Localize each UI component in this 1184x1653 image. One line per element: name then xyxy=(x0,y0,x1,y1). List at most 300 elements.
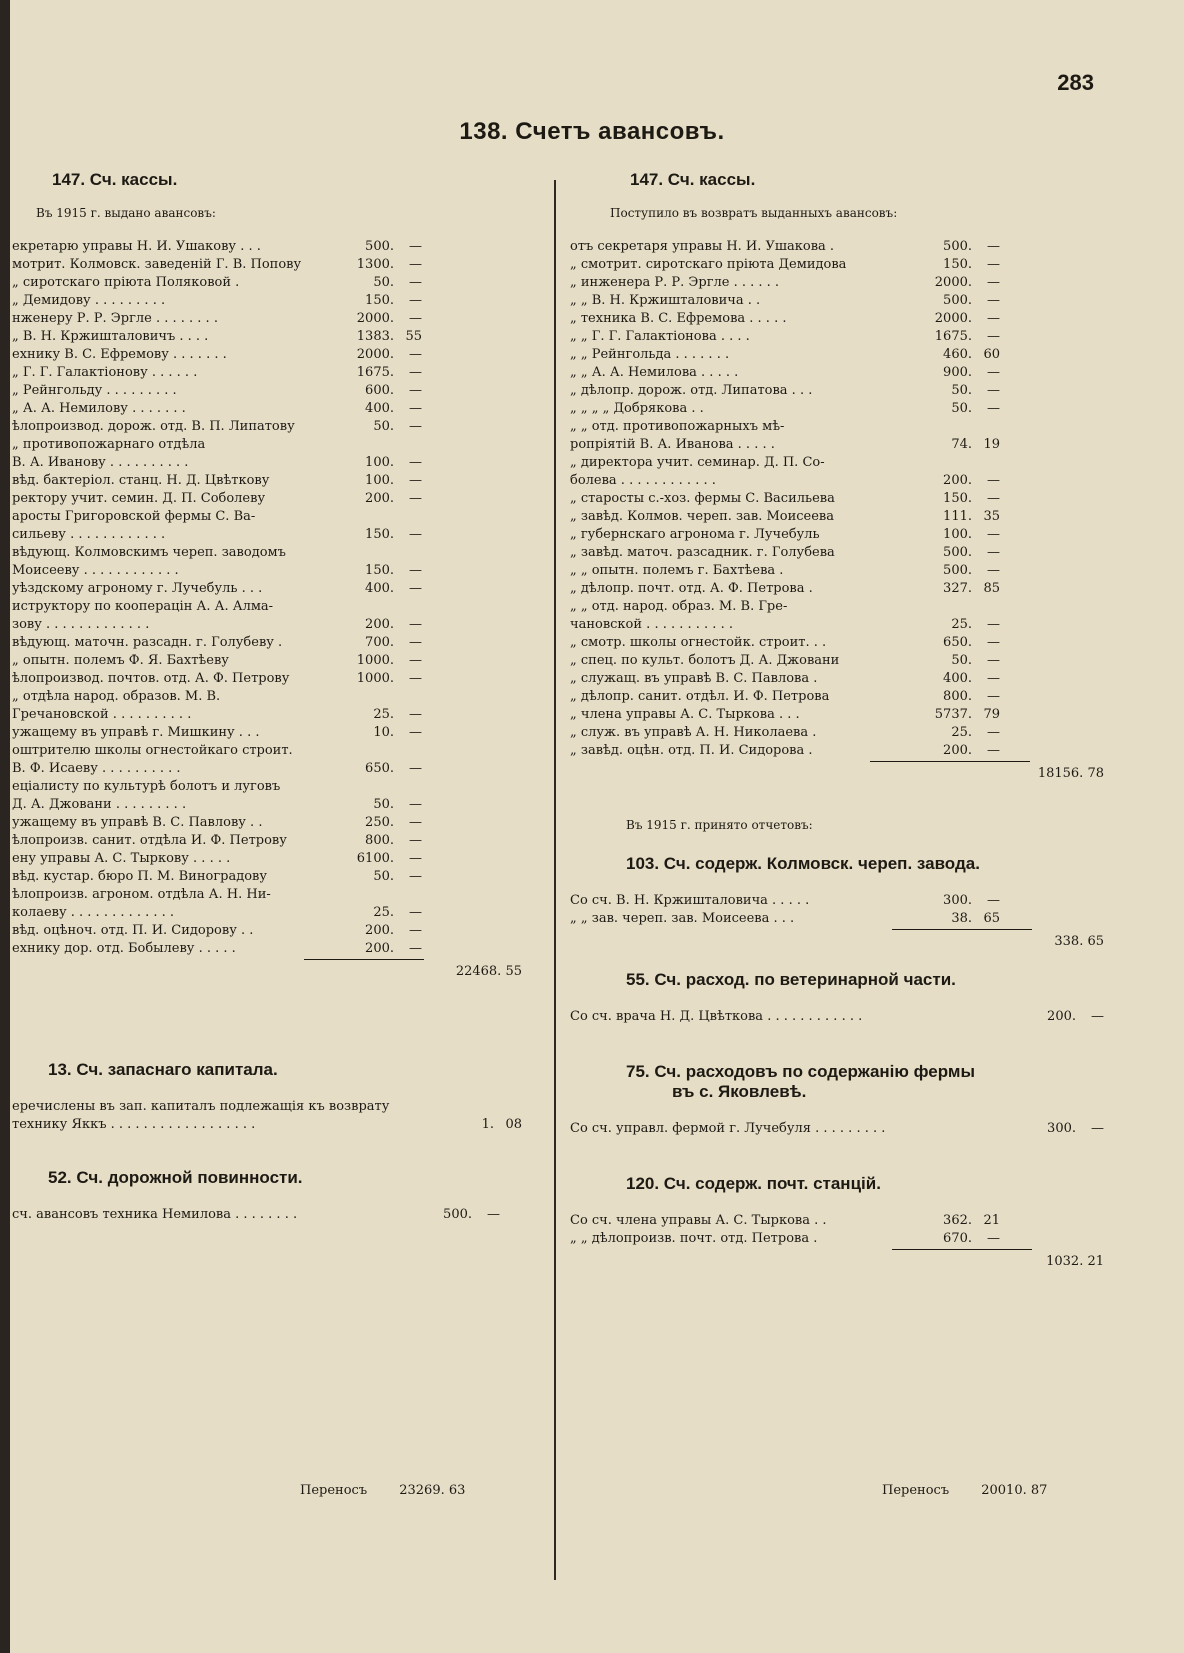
ledger-amount: 600. xyxy=(365,383,394,398)
ledger-fraction: — xyxy=(409,635,422,650)
ledger-fraction: — xyxy=(987,1231,1000,1246)
ledger-row xyxy=(570,452,1000,470)
ledger-amount: 1000. xyxy=(356,653,394,668)
ledger-row xyxy=(570,1118,1104,1136)
ledger-fraction: — xyxy=(987,365,1000,380)
ledger-label: „ „ Г. Г. Галактіонова . . . . xyxy=(570,329,750,344)
ledger-amount: 500. xyxy=(443,1207,472,1222)
ledger-fraction: — xyxy=(987,275,1000,290)
ledger-amount: 100. xyxy=(943,527,972,542)
ledger-row xyxy=(12,650,422,668)
ledger-label: иструктору по кооперацін А. А. Алма- xyxy=(12,599,274,614)
ledger-fraction: — xyxy=(409,905,422,920)
ledger-label: чановской . . . . . . . . . . . xyxy=(570,617,733,632)
ledger-amount: 400. xyxy=(943,671,972,686)
ledger-row xyxy=(570,326,1000,344)
ledger-label: „ Г. Г. Галактіонову . . . . . . xyxy=(12,365,198,380)
ledger-amount: 150. xyxy=(365,293,394,308)
ledger-amount: 200. xyxy=(943,743,972,758)
page-title: 138. Счетъ авансовъ. xyxy=(459,118,725,145)
ledger-fraction: — xyxy=(409,257,422,272)
ledger-fraction: 35 xyxy=(983,509,1000,524)
ledger-row xyxy=(570,650,1000,668)
ledger-fraction: — xyxy=(409,455,422,470)
ledger-label: Д. А. Джовани . . . . . . . . . xyxy=(12,797,187,812)
ledger-row xyxy=(570,416,1000,434)
ledger-amount: 300. xyxy=(1047,1121,1076,1136)
ledger-label: оштрителю школы огнестойкаго строит. xyxy=(12,743,293,758)
ledger-fraction: — xyxy=(409,491,422,506)
ledger-label: отъ секретаря управы Н. И. Ушакова . xyxy=(570,239,835,254)
carry-forward xyxy=(882,1483,1047,1498)
ledger-label: „ „ зав. череп. зав. Моисеева . . . xyxy=(570,911,795,926)
ledger-row xyxy=(12,344,422,362)
ledger-amount: 460. xyxy=(943,347,972,362)
ledger-fraction: — xyxy=(487,1207,500,1222)
ledger-fraction: — xyxy=(987,383,1000,398)
ledger-fraction: — xyxy=(987,689,1000,704)
ledger-row xyxy=(12,920,422,938)
ledger-label: „ „ „ „ Добрякова . . xyxy=(570,401,704,416)
ledger-fraction: — xyxy=(409,419,422,434)
ledger-row xyxy=(12,776,422,794)
total-rule xyxy=(892,1249,1032,1250)
ledger-row xyxy=(570,524,1000,542)
ledger-fraction: — xyxy=(409,311,422,326)
ledger-row xyxy=(570,1006,1104,1024)
right-column xyxy=(570,170,1104,1272)
ledger-row xyxy=(570,272,1000,290)
ledger-fraction: 65 xyxy=(983,911,1000,926)
ledger-row xyxy=(570,560,1000,578)
ledger-amount: 50. xyxy=(951,401,972,416)
ledger-amount: 500. xyxy=(943,563,972,578)
ledger-fraction: — xyxy=(409,383,422,398)
ledger-amount: 111. xyxy=(943,509,972,524)
ledger-fraction: — xyxy=(409,923,422,938)
ledger-amount: 650. xyxy=(943,635,972,650)
ledger-amount: 1000. xyxy=(356,671,394,686)
ledger-row xyxy=(12,740,422,758)
ledger-row xyxy=(12,326,422,344)
total-rule xyxy=(892,929,1032,930)
ledger-row xyxy=(570,254,1000,272)
ledger-label: сильеву . . . . . . . . . . . . xyxy=(12,527,166,542)
section-heading-cont: въ с. Яковлевѣ. xyxy=(672,1082,807,1101)
ledger-amount: 50. xyxy=(373,275,394,290)
ledger-row xyxy=(12,542,422,560)
ledger-amount: 2000. xyxy=(356,311,394,326)
ledger-row xyxy=(570,596,1000,614)
ledger-amount: 327. xyxy=(943,581,972,596)
ledger-fraction: 79 xyxy=(983,707,1000,722)
ledger-fraction: — xyxy=(409,617,422,632)
ledger-amount: 100. xyxy=(365,473,394,488)
ledger-row xyxy=(12,596,422,614)
total-value: 18156. 78 xyxy=(1037,766,1104,781)
ledger-row xyxy=(12,470,422,488)
ledger-fraction: — xyxy=(409,671,422,686)
ledger-amount: 5737. xyxy=(934,707,972,722)
ledger-fraction: 08 xyxy=(505,1117,522,1132)
ledger-label: ѣлопроизвод. дорож. отд. В. П. Липатову xyxy=(12,419,295,434)
ledger-fraction: — xyxy=(409,365,422,380)
ledger-fraction: — xyxy=(409,293,422,308)
ledger-amount: 400. xyxy=(365,581,394,596)
ledger-fraction: — xyxy=(409,725,422,740)
ledger-fraction: — xyxy=(409,761,422,776)
total-value: 1032. 21 xyxy=(1046,1254,1104,1269)
ledger-label: ену управы А. С. Тыркову . . . . . xyxy=(12,851,231,866)
ledger-label: „ дѣлопр. почт. отд. А. Ф. Петрова . xyxy=(570,581,813,596)
ledger-row xyxy=(570,488,1000,506)
ledger-label: „ завѣд. Колмов. череп. зав. Моисеева xyxy=(570,509,834,524)
ledger-amount: 25. xyxy=(373,707,394,722)
ledger-amount: 362. xyxy=(943,1213,972,1228)
ledger-fraction: — xyxy=(987,635,1000,650)
ledger-amount: 400. xyxy=(365,401,394,416)
ledger-label: сч. авансовъ техника Немилова . . . . . . . . xyxy=(12,1207,298,1222)
ledger-label: Со сч. В. Н. Кржишталовича . . . . . xyxy=(570,893,810,908)
ledger-fraction: — xyxy=(987,671,1000,686)
ledger-label: Моисееву . . . . . . . . . . . . xyxy=(12,563,179,578)
ledger-label: екретарю управы Н. И. Ушакову . . . xyxy=(12,239,261,254)
ledger-fraction: — xyxy=(409,401,422,416)
ledger-fraction: — xyxy=(1091,1121,1104,1136)
ledger-row xyxy=(12,938,422,956)
ledger-rows xyxy=(570,1118,1104,1136)
ledger-label: „ дѣлопр. дорож. отд. Липатова . . . xyxy=(570,383,813,398)
ledger-label: „ „ отд. народ. образ. М. В. Гре- xyxy=(570,599,788,614)
ledger-row xyxy=(12,722,422,740)
ledger-fraction: — xyxy=(409,815,422,830)
column-divider xyxy=(554,180,556,1580)
ledger-fraction: — xyxy=(409,239,422,254)
ledger-fraction: — xyxy=(409,833,422,848)
ledger-amount: 2000. xyxy=(934,275,972,290)
ledger-amount: 650. xyxy=(365,761,394,776)
ledger-fraction: — xyxy=(987,311,1000,326)
ledger-amount: 150. xyxy=(943,257,972,272)
ledger-row xyxy=(570,740,1000,758)
accepted-intro: Въ 1915 г. принято отчетовъ: xyxy=(626,818,813,832)
ledger-fraction: — xyxy=(987,893,1000,908)
ledger-label: вѣд. кустар. бюро П. М. Виноградову xyxy=(12,869,268,884)
ledger-amount: 500. xyxy=(943,545,972,560)
ledger-label: уѣздскому агроному г. Лучебуль . . . xyxy=(12,581,263,596)
ledger-rows xyxy=(12,236,422,956)
ledger-amount: 150. xyxy=(943,491,972,506)
ledger-fraction: — xyxy=(409,563,422,578)
ledger-label: „ „ отд. противопожарныхъ мѣ- xyxy=(570,419,785,434)
ledger-row xyxy=(12,398,422,416)
total-value: 338. 65 xyxy=(1054,934,1104,949)
ledger-fraction: 21 xyxy=(983,1213,1000,1228)
ledger-fraction: — xyxy=(987,527,1000,542)
ledger-fraction: — xyxy=(409,275,422,290)
ledger-row xyxy=(570,668,1000,686)
ledger-amount: 200. xyxy=(943,473,972,488)
ledger-label: технику Яккъ . . . . . . . . . . . . . . . . . . xyxy=(12,1117,256,1132)
section-heading: 52. Сч. дорожной повинности. xyxy=(48,1168,303,1187)
ledger-row xyxy=(570,1210,1000,1228)
ledger-label: „ Демидову . . . . . . . . . xyxy=(12,293,166,308)
ledger-label: „ старосты с.-хоз. фермы С. Васильева xyxy=(570,491,835,506)
ledger-label: „ смотр. школы огнестойк. строит. . . xyxy=(570,635,827,650)
ledger-row xyxy=(570,614,1000,632)
ledger-amount: 700. xyxy=(365,635,394,650)
ledger-label: болева . . . . . . . . . . . . xyxy=(570,473,716,488)
ledger-amount: 500. xyxy=(943,239,972,254)
ledger-label: „ завѣд. маточ. разсадник. г. Голубева xyxy=(570,545,835,560)
ledger-amount: 50. xyxy=(951,653,972,668)
ledger-label: вѣдующ. Колмовскимъ череп. заводомъ xyxy=(12,545,286,560)
ledger-row xyxy=(12,452,422,470)
ledger-amount: 1675. xyxy=(356,365,394,380)
ledger-label: ѣлопроизв. агроном. отдѣла А. Н. Ни- xyxy=(12,887,271,902)
ledger-amount: 25. xyxy=(951,725,972,740)
ledger-rows xyxy=(570,236,1000,758)
section-total xyxy=(12,964,522,982)
ledger-fraction: — xyxy=(987,473,1000,488)
ledger-fraction: — xyxy=(409,527,422,542)
ledger-row xyxy=(12,506,422,524)
ledger-row xyxy=(12,272,422,290)
ledger-fraction: — xyxy=(987,239,1000,254)
carry-value: 23269. 63 xyxy=(399,1483,466,1498)
ledger-label: „ „ А. А. Немилова . . . . . xyxy=(570,365,739,380)
ledger-fraction: — xyxy=(409,869,422,884)
ledger-label: вѣд. оцѣноч. отд. П. И. Сидорову . . xyxy=(12,923,254,938)
ledger-row xyxy=(570,344,1000,362)
page-number: 283 xyxy=(1057,70,1094,95)
ledger-fraction: — xyxy=(987,491,1000,506)
ledger-label: ужащему въ управѣ г. Мишкину . . . xyxy=(12,725,260,740)
section-heading: 13. Сч. запаснаго капитала. xyxy=(48,1060,278,1079)
ledger-fraction: — xyxy=(987,329,1000,344)
ledger-amount: 200. xyxy=(365,491,394,506)
ledger-row xyxy=(570,362,1000,380)
ledger-fraction: — xyxy=(987,653,1000,668)
ledger-amount: 50. xyxy=(951,383,972,398)
ledger-label: мотрит. Колмовск. заведеній Г. В. Попову xyxy=(12,257,302,272)
ledger-label: „ завѣд. оцѣн. отд. П. И. Сидорова . xyxy=(570,743,813,758)
ledger-label: Со сч. управл. фермой г. Лучебуля . . . . . . . . . xyxy=(570,1121,886,1136)
ledger-label: „ техника В. С. Ефремова . . . . . xyxy=(570,311,787,326)
ledger-row xyxy=(570,1228,1000,1246)
ledger-label: вѣд. бактеріол. станц. Н. Д. Цвѣткову xyxy=(12,473,270,488)
ledger-fraction: — xyxy=(987,257,1000,272)
ledger-label: Со сч. члена управы А. С. Тыркова . . xyxy=(570,1213,827,1228)
total-rule xyxy=(304,959,424,960)
ledger-amount: 50. xyxy=(373,797,394,812)
ledger-fraction: — xyxy=(987,563,1000,578)
ledger-label: нженеру Р. Р. Эргле . . . . . . . . xyxy=(12,311,218,326)
ledger-fraction: — xyxy=(409,653,422,668)
ledger-amount: 10. xyxy=(373,725,394,740)
scan-edge xyxy=(0,0,10,1653)
ledger-fraction: — xyxy=(987,293,1000,308)
section-total xyxy=(570,934,1104,952)
ledger-label: „ члена управы А. С. Тыркова . . . xyxy=(570,707,800,722)
section-heading: 147. Сч. кассы. xyxy=(630,170,756,189)
ledger-row xyxy=(570,542,1000,560)
ledger-row xyxy=(12,704,422,722)
ledger-amount: 1. xyxy=(481,1117,494,1132)
ledger-row xyxy=(570,236,1000,254)
ledger-row xyxy=(570,308,1000,326)
ledger-label: „ сиротскаго пріюта Поляковой . xyxy=(12,275,240,290)
total-rule xyxy=(870,761,1030,762)
ledger-amount: 2000. xyxy=(356,347,394,362)
ledger-label: колаеву . . . . . . . . . . . . . xyxy=(12,905,175,920)
ledger-fraction: — xyxy=(409,941,422,956)
ledger-amount: 200. xyxy=(365,941,394,956)
ledger-amount: 74. xyxy=(951,437,972,452)
ledger-label: Гречановской . . . . . . . . . . xyxy=(12,707,192,722)
ledger-row xyxy=(570,686,1000,704)
ledger-amount: 38. xyxy=(951,911,972,926)
ledger-label: „ опытн. полемъ Ф. Я. Бахтѣеву xyxy=(12,653,229,668)
ledger-label: ѣлопроизв. санит. отдѣла И. Ф. Петрову xyxy=(12,833,287,848)
ledger-amount: 50. xyxy=(373,869,394,884)
ledger-row xyxy=(12,254,422,272)
ledger-fraction: 19 xyxy=(983,437,1000,452)
ledger-row xyxy=(570,398,1000,416)
ledger-row xyxy=(570,380,1000,398)
ledger-row xyxy=(12,614,422,632)
ledger-row xyxy=(12,578,422,596)
ledger-label: „ спец. по культ. болотъ Д. А. Джовани xyxy=(570,653,840,668)
ledger-fraction: — xyxy=(409,797,422,812)
ledger-label: „ „ Рейнгольда . . . . . . . xyxy=(570,347,730,362)
section-intro: Поступило въ возвратъ выданныхъ авансовъ: xyxy=(610,206,898,220)
ledger-row xyxy=(12,1096,522,1114)
ledger-row xyxy=(12,380,422,398)
ledger-row xyxy=(12,884,422,902)
ledger-fraction: — xyxy=(987,743,1000,758)
ledger-row xyxy=(12,488,422,506)
ledger-rows xyxy=(12,1096,522,1132)
ledger-amount: 150. xyxy=(365,527,394,542)
ledger-label: еречислены въ зап. капиталъ подлежащія къ возврату xyxy=(12,1099,390,1114)
ledger-rows xyxy=(570,1006,1104,1024)
carry-forward xyxy=(300,1483,465,1498)
ledger-row xyxy=(570,704,1000,722)
section-heading: 147. Сч. кассы. xyxy=(52,170,178,189)
ledger-row xyxy=(12,794,422,812)
ledger-row xyxy=(570,908,1000,926)
ledger-label: „ „ В. Н. Кржишталовича . . xyxy=(570,293,761,308)
ledger-label: „ служ. въ управѣ А. Н. Николаева . xyxy=(570,725,817,740)
ledger-row xyxy=(12,812,422,830)
ledger-row xyxy=(12,866,422,884)
ledger-amount: 50. xyxy=(373,419,394,434)
section-total xyxy=(570,1254,1104,1272)
section-intro: Въ 1915 г. выдано авансовъ: xyxy=(36,206,216,220)
ledger-label: ехнику дор. отд. Бобылеву . . . . . xyxy=(12,941,236,956)
ledger-label: „ смотрит. сиротскаго пріюта Демидова xyxy=(570,257,847,272)
ledger-rows xyxy=(12,1204,500,1222)
section-heading: 103. Сч. содерж. Колмовск. череп. завода. xyxy=(626,854,980,873)
ledger-label: ѣлопроизвод. почтов. отд. А. Ф. Петрову xyxy=(12,671,290,686)
ledger-amount: 25. xyxy=(951,617,972,632)
ledger-fraction: — xyxy=(987,401,1000,416)
ledger-row xyxy=(12,902,422,920)
ledger-amount: 1383. xyxy=(356,329,394,344)
ledger-row xyxy=(12,758,422,776)
ledger-row xyxy=(12,362,422,380)
ledger-amount: 200. xyxy=(1047,1009,1076,1024)
ledger-label: „ противопожарнаго отдѣла xyxy=(12,437,206,452)
ledger-fraction: — xyxy=(1091,1009,1104,1024)
ledger-label: „ инженера Р. Р. Эргле . . . . . . xyxy=(570,275,780,290)
ledger-amount: 500. xyxy=(943,293,972,308)
ledger-fraction: 85 xyxy=(983,581,1000,596)
ledger-rows xyxy=(570,890,1000,926)
ledger-label: ужащему въ управѣ В. С. Павлову . . xyxy=(12,815,263,830)
ledger-label: „ „ дѣлопроизв. почт. отд. Петрова . xyxy=(570,1231,818,1246)
ledger-row xyxy=(12,434,422,452)
section-total xyxy=(570,766,1104,784)
total-value: 22468. 55 xyxy=(455,964,522,979)
ledger-amount: 1300. xyxy=(356,257,394,272)
ledger-row xyxy=(12,560,422,578)
ledger-label: „ служащ. въ управѣ В. С. Павлова . xyxy=(570,671,818,686)
ledger-fraction: — xyxy=(409,707,422,722)
ledger-fraction: — xyxy=(409,473,422,488)
ledger-row xyxy=(570,506,1000,524)
ledger-label: „ Рейнгольду . . . . . . . . . xyxy=(12,383,177,398)
ledger-label: ректору учит. семин. Д. П. Соболеву xyxy=(12,491,266,506)
ledger-label: ехнику В. С. Ефремову . . . . . . . xyxy=(12,347,227,362)
ledger-amount: 670. xyxy=(943,1231,972,1246)
ledger-row xyxy=(12,668,422,686)
ledger-label: „ губернскаго агронома г. Лучебуль xyxy=(570,527,820,542)
ledger-amount: 800. xyxy=(943,689,972,704)
ledger-fraction: 55 xyxy=(405,329,422,344)
ledger-row xyxy=(12,236,422,254)
ledger-label: „ отдѣла народ. образов. М. В. xyxy=(12,689,221,704)
ledger-label: еціалисту по культурѣ болотъ и луговъ xyxy=(12,779,281,794)
ledger-amount: 500. xyxy=(365,239,394,254)
section-heading: 120. Сч. содерж. почт. станцій. xyxy=(626,1174,881,1193)
ledger-label: аросты Григоровской фермы С. Ва- xyxy=(12,509,256,524)
ledger-label: ропріятій В. А. Иванова . . . . . xyxy=(570,437,775,452)
ledger-label: В. А. Иванову . . . . . . . . . . xyxy=(12,455,189,470)
ledger-row xyxy=(570,722,1000,740)
ledger-label: вѣдующ. маточн. разсадн. г. Голубеву . xyxy=(12,635,283,650)
ledger-row xyxy=(12,1204,500,1222)
ledger-row xyxy=(12,524,422,542)
ledger-amount: 900. xyxy=(943,365,972,380)
ledger-row xyxy=(570,434,1000,452)
ledger-row xyxy=(12,1114,522,1132)
ledger-fraction: — xyxy=(409,347,422,362)
ledger-row xyxy=(570,290,1000,308)
ledger-label: Со сч. врача Н. Д. Цвѣткова . . . . . . . . . . . . xyxy=(570,1009,863,1024)
carry-label: Переносъ xyxy=(882,1483,950,1498)
left-column xyxy=(12,170,532,1222)
ledger-fraction: — xyxy=(987,725,1000,740)
ledger-row xyxy=(570,890,1000,908)
carry-value: 20010. 87 xyxy=(981,1483,1048,1498)
ledger-label: „ А. А. Немилову . . . . . . . xyxy=(12,401,186,416)
ledger-row xyxy=(570,632,1000,650)
ledger-amount: 6100. xyxy=(356,851,394,866)
ledger-row xyxy=(12,290,422,308)
ledger-fraction: — xyxy=(987,617,1000,632)
